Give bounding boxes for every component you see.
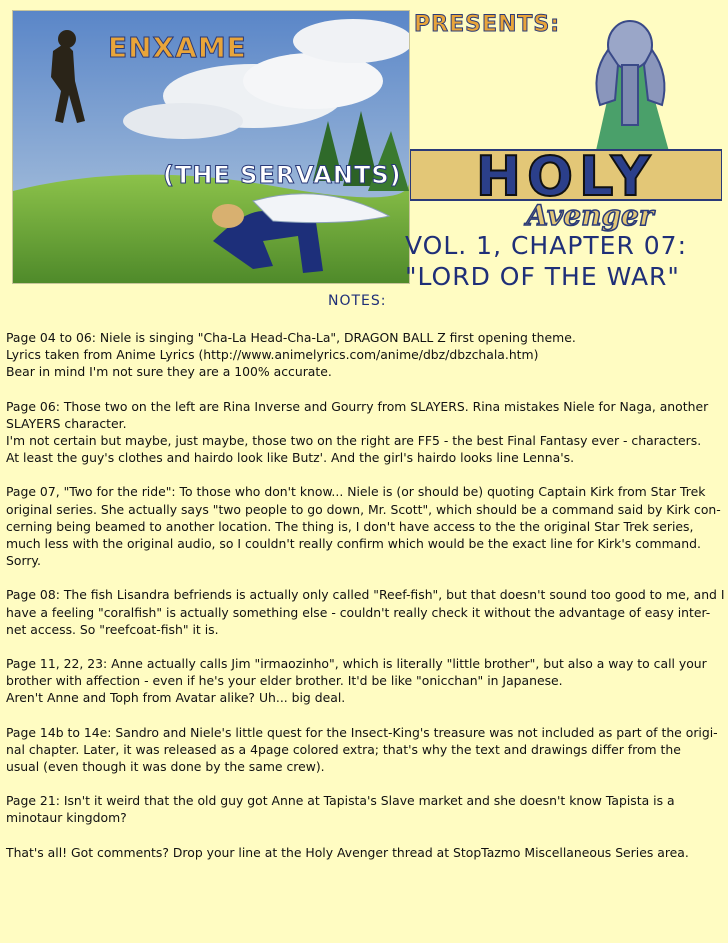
studio-name: ENXAME	[108, 31, 247, 64]
note-line: usual (even though it was done by the same crew).	[6, 759, 325, 775]
note-line: Page 04 to 06: Niele is singing "Cha-La Head-Cha-La", DRAGON BALL Z first opening theme.	[6, 330, 576, 345]
chapter-line-2: "LORD OF THE WAR"	[405, 262, 680, 291]
presents-label: PRESENTS:	[414, 12, 561, 37]
note-line: nal chapter. Later, it was released as a 4page colored extra; that's why the text and drawings differ from the	[6, 741, 681, 757]
logo-subtitle: Avenger	[526, 199, 654, 232]
note-line: Page 11, 22, 23: Anne actually calls Jim "irmaozinho", which is literally "little brother", but also a way to call your	[6, 656, 707, 672]
note-paragraph	[6, 655, 724, 707]
note-paragraph	[6, 398, 724, 467]
note-line: At least the guy's clothes and hairdo look like Butz'. And the girl's hairdo looks line Lenna's.	[6, 450, 575, 466]
note-line: I'm not certain but maybe, just maybe, those two on the right are FF5 - the best Final Fantasy ever - characters.	[6, 433, 702, 449]
note-line: have a feeling "coralfish" is actually something else - couldn't really check it without the advantage of easy inter-	[6, 604, 711, 620]
note-line: Aren't Anne and Toph from Avatar alike? Uh... big deal.	[6, 690, 346, 706]
note-line: Page 21: Isn't it weird that the old guy got Anne at Tapista's Slave market and she doesn't know Tapista is a	[6, 793, 675, 809]
note-line: cerning being beamed to another location. The thing is, I don't have access to the the original Star Trek series,	[6, 518, 694, 534]
note-paragraph	[6, 724, 724, 776]
note-line: Page 07, "Two for the ride": To those who don't know... Niele is (or should be) quoting Captain Kirk from Star Trek	[6, 484, 706, 500]
note-line: Sorry.	[6, 553, 41, 569]
holy-avenger-logo	[410, 140, 722, 240]
notes-heading: NOTES:	[328, 293, 387, 309]
note-line: That's all! Got comments? Drop your line at the Holy Avenger thread at StopTazmo Miscellaneous Series area.	[6, 844, 689, 860]
note-paragraph	[6, 483, 724, 569]
note-line: Page 06: Those two on the left are Rina Inverse and Gourry from SLAYERS. Rina mistakes Niele for Naga, another	[6, 398, 709, 414]
banner-image	[12, 10, 410, 284]
notes-body	[6, 329, 724, 878]
knight-illustration	[570, 5, 690, 155]
note-paragraph	[6, 844, 724, 861]
note-line: SLAYERS character.	[6, 415, 127, 431]
note-paragraph	[6, 586, 724, 638]
chapter-line-1: VOL. 1, CHAPTER 07:	[405, 231, 688, 260]
note-line: Lyrics taken from Anime Lyrics (http://www.animelyrics.com/anime/dbz/dbzchala.htm)	[6, 347, 539, 363]
note-line: original series. She actually says "two people to go down, Mr. Scott", which should be a command said by Kirk con-	[6, 501, 721, 517]
chapter-title	[405, 230, 725, 292]
logo-title: HOLY	[475, 145, 657, 208]
note-paragraph	[6, 329, 724, 381]
note-line: net access. So "reefcoat-fish" it is.	[6, 621, 219, 637]
note-line: brother with affection - even if he's your elder brother. It'd be like "onicchan" in Japanese.	[6, 673, 563, 689]
note-paragraph	[6, 792, 724, 826]
note-line: minotaur kingdom?	[6, 810, 127, 826]
note-line: Bear in mind I'm not sure they are a 100% accurate.	[6, 364, 332, 380]
note-line: Page 14b to 14e: Sandro and Niele's little quest for the Insect-King's treasure was not included as part of the origi-	[6, 724, 718, 740]
studio-subtitle: (THE SERVANTS)	[163, 161, 402, 189]
note-line: Page 08: The fish Lisandra befriends is actually only called "Reef-fish", but that doesn't sound too good to me, and I	[6, 587, 725, 603]
note-line: much less with the original audio, so I couldn't really confirm which would be the exact line for Kirk's command.	[6, 536, 701, 552]
